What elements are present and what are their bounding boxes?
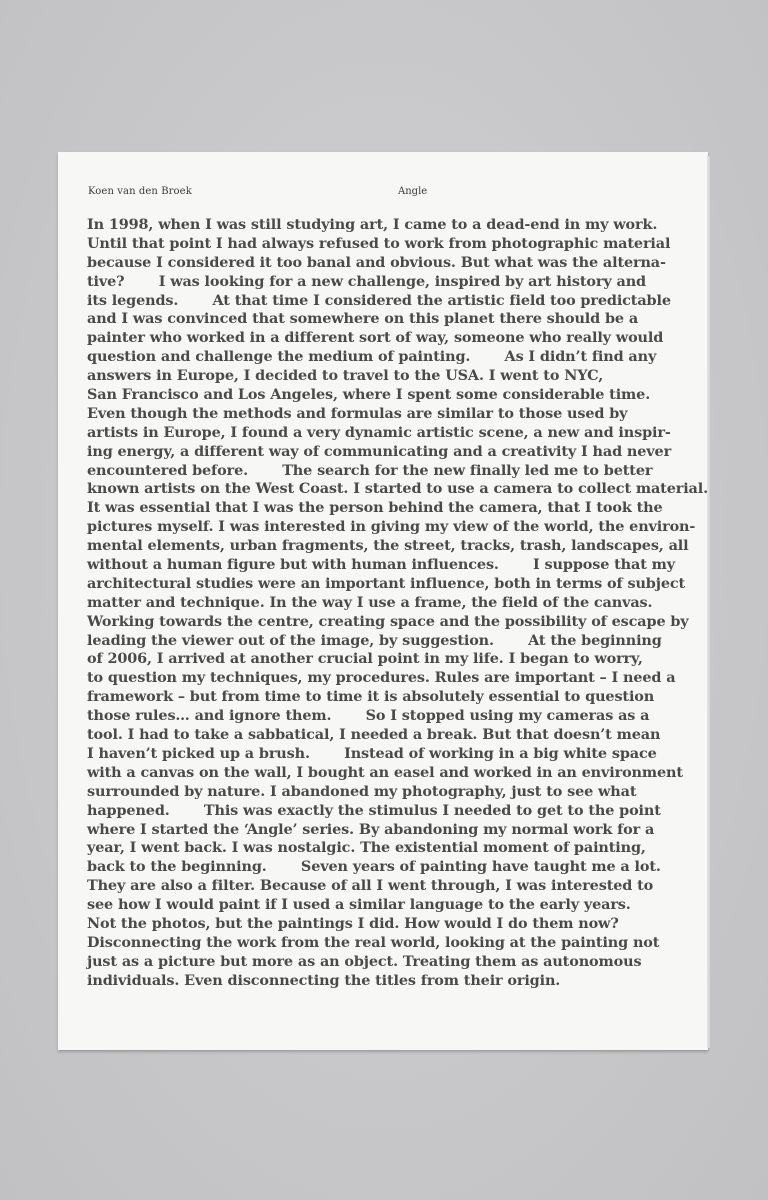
text-line: ing energy, a different way of communicating and a creativity I had never <box>87 442 672 460</box>
text-line: year, I went back. I was nostalgic. The existential moment of painting, <box>87 839 646 857</box>
text-line: back to the beginning. Seven years of painting have taught me a lot. <box>87 858 661 876</box>
text-line: to question my techniques, my procedures. Rules are important – I need a <box>87 669 676 687</box>
text-line: with a canvas on the wall, I bought an easel and worked in an environment <box>87 763 683 781</box>
text-line: Even though the methods and formulas are similar to those used by <box>87 404 628 422</box>
text-line: mental elements, urban fragments, the street, tracks, trash, landscapes, all <box>87 537 689 555</box>
text-line: Not the photos, but the paintings I did. How would I do them now? <box>87 914 619 932</box>
text-line: encountered before. The search for the new finally led me to better <box>87 461 653 479</box>
text-line: leading the viewer out of the image, by suggestion. At the beginning <box>87 631 662 649</box>
text-line: Until that point I had always refused to work from photographic material <box>87 234 671 252</box>
text-line: question and challenge the medium of painting. As I didn’t find any <box>87 348 657 366</box>
text-line: Working towards the centre, creating space and the possibility of escape by <box>87 612 689 630</box>
text-line: In 1998, when I was still studying art, I came to a dead-end in my work. <box>87 216 658 233</box>
text-line: painter who worked in a different sort of way, someone who really would <box>87 329 664 347</box>
text-line: artists in Europe, I found a very dynamic artistic scene, a new and inspir- <box>87 423 671 441</box>
text-line: It was essential that I was the person behind the camera, that I took the <box>87 499 663 517</box>
text-line: architectural studies were an important influence, both in terms of subject <box>87 574 686 592</box>
essay-body <box>87 216 709 991</box>
text-line: see how I would paint if I used a similar language to the early years. <box>87 896 631 914</box>
text-line: and I was convinced that somewhere on this planet there should be a <box>87 310 639 328</box>
text-line: known artists on the West Coast. I started to use a camera to collect material. <box>87 480 708 498</box>
text-line: I haven’t picked up a brush. Instead of working in a big white space <box>87 744 657 762</box>
text-line: just as a picture but more as an object. Treating them as autonomous <box>87 952 642 970</box>
text-line: San Francisco and Los Angeles, where I spent some considerable time. <box>87 386 651 404</box>
text-line: pictures myself. I was interested in giving my view of the world, the environ- <box>87 518 696 536</box>
text-line: surrounded by nature. I abandoned my photography, just to see what <box>87 782 637 800</box>
text-line: its legends. At that time I considered the artistic field too predictable <box>87 291 671 309</box>
text-line: without a human figure but with human influences. I suppose that my <box>87 556 675 574</box>
text-line: framework – but from time to time it is absolutely essential to question <box>87 688 655 706</box>
booklet-page <box>58 152 708 1050</box>
text-line: those rules… and ignore them. So I stopped using my cameras as a <box>87 707 650 725</box>
text-line: where I started the ‘Angle’ series. By abandoning my normal work for a <box>87 820 655 838</box>
text-line: tool. I had to take a sabbatical, I needed a break. But that doesn’t mean <box>87 726 661 744</box>
page-title: Angle <box>398 186 428 197</box>
author-name: Koen van den Broek <box>88 186 192 197</box>
text-line: They are also a filter. Because of all I went through, I was interested to <box>87 877 654 895</box>
text-line: of 2006, I arrived at another crucial point in my life. I began to worry, <box>87 650 643 668</box>
text-line: matter and technique. In the way I use a frame, the field of the canvas. <box>87 593 653 611</box>
text-line: because I considered it too banal and obvious. But what was the alterna- <box>87 253 666 271</box>
text-line: tive? I was looking for a new challenge, inspired by art history and <box>87 272 646 290</box>
text-line: happened. This was exactly the stimulus I needed to get to the point <box>87 801 661 819</box>
text-line: individuals. Even disconnecting the titles from their origin. <box>87 971 561 989</box>
text-line: Disconnecting the work from the real world, looking at the painting not <box>87 933 660 951</box>
text-line: answers in Europe, I decided to travel to the USA. I went to NYC, <box>87 367 604 385</box>
